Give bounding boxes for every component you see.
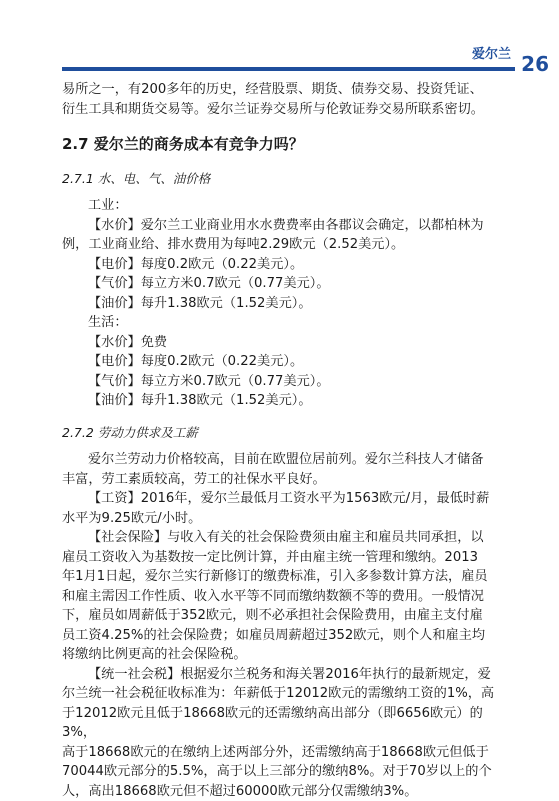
header-rule [62,67,515,71]
social-line: 年1月1日起，爱尔兰实行新修订的缴费标准，引入多参数计算方法，雇员 [62,567,512,587]
intro-line: 易所之一，有200多年的历史，经营股票、期货、债券交易、投资凭证、 [62,80,512,100]
industry-water-line: 【水价】爱尔兰工业商业用水水费费率由各郡议会确定，以都柏林为 [62,216,512,236]
wage-line: 【工资】2016年，爱尔兰最低月工资水平为1563欧元/月，最低时薪 [62,489,512,509]
industry-power: 【电价】每度0.2欧元（0.22美元）。 [62,255,512,275]
section-heading-2-7-1: 2.7.1 水、电、气、油价格 [62,169,512,189]
intro-line: 衍生工具和期货交易等。爱尔兰证券交易所与伦敦证券交易所联系密切。 [62,100,512,120]
social-line: 员工资4.25%的社会保险费；如雇员周薪超过352欧元，则个人和雇主均 [62,626,512,646]
section-heading-2-7: 2.7 爱尔兰的商务成本有竞争力吗？ [62,135,512,155]
section-heading-2-7-2: 2.7.2 劳动力供求及工薪 [62,423,512,443]
social-line: 雇员工资收入为基数按一定比例计算，并由雇主统一管理和缴纳。2013 [62,548,512,568]
tax-line: 尔兰统一社会税征收标准为：年薪低于12012欧元的需缴纳工资的1%，高 [62,684,512,704]
social-line: 下，雇员如周薪低于352欧元，则不必承担社会保险费用，由雇主支付雇 [62,606,512,626]
tax-line: 人，高出18668欧元但不超过60000欧元部分仅需缴纳3%。 [62,782,512,801]
wage-line: 水平为9.25欧元/小时。 [62,509,512,529]
life-power: 【电价】每度0.2欧元（0.22美元）。 [62,352,512,372]
life-water: 【水价】免费 [62,333,512,353]
social-line: 和雇主需因工作性质、收入水平等不同而缴纳数额不等的费用。一般情况 [62,587,512,607]
tax-line: 【统一社会税】根据爱尔兰税务和海关署2016年执行的最新规定，爱 [62,665,512,685]
industry-gas: 【气价】每立方米0.7欧元（0.77美元）。 [62,274,512,294]
page-content [62,80,512,801]
page-number: 26 [521,52,549,76]
life-label: 生活： [62,313,512,333]
social-line: 将缴纳比例更高的社会保险税。 [62,645,512,665]
tax-line: 高于18668欧元的在缴纳上述两部分外，还需缴纳高于18668欧元但低于 [62,743,512,763]
tax-line: 70044欧元部分的5.5%，高于以上三部分的缴纳8%。对于70岁以上的个 [62,762,512,782]
life-oil: 【油价】每升1.38欧元（1.52美元）。 [62,391,512,411]
social-line: 【社会保险】与收入有关的社会保险费须由雇主和雇员共同承担，以 [62,528,512,548]
life-gas: 【气价】每立方米0.7欧元（0.77美元）。 [62,372,512,392]
supply-line: 丰富，劳工素质较高，劳工的社保水平良好。 [62,470,512,490]
supply-line: 爱尔兰劳动力价格较高，目前在欧盟位居前列。爱尔兰科技人才储备 [62,450,512,470]
header-country: 爱尔兰 [472,43,511,62]
industry-oil: 【油价】每升1.38欧元（1.52美元）。 [62,294,512,314]
tax-line: 于12012欧元且低于18668欧元的还需缴纳高出部分（即6656欧元）的3%， [62,704,512,743]
industry-water-line: 例，工业商业给、排水费用为每吨2.29欧元（2.52美元）。 [62,235,512,255]
industry-label: 工业： [62,196,512,216]
